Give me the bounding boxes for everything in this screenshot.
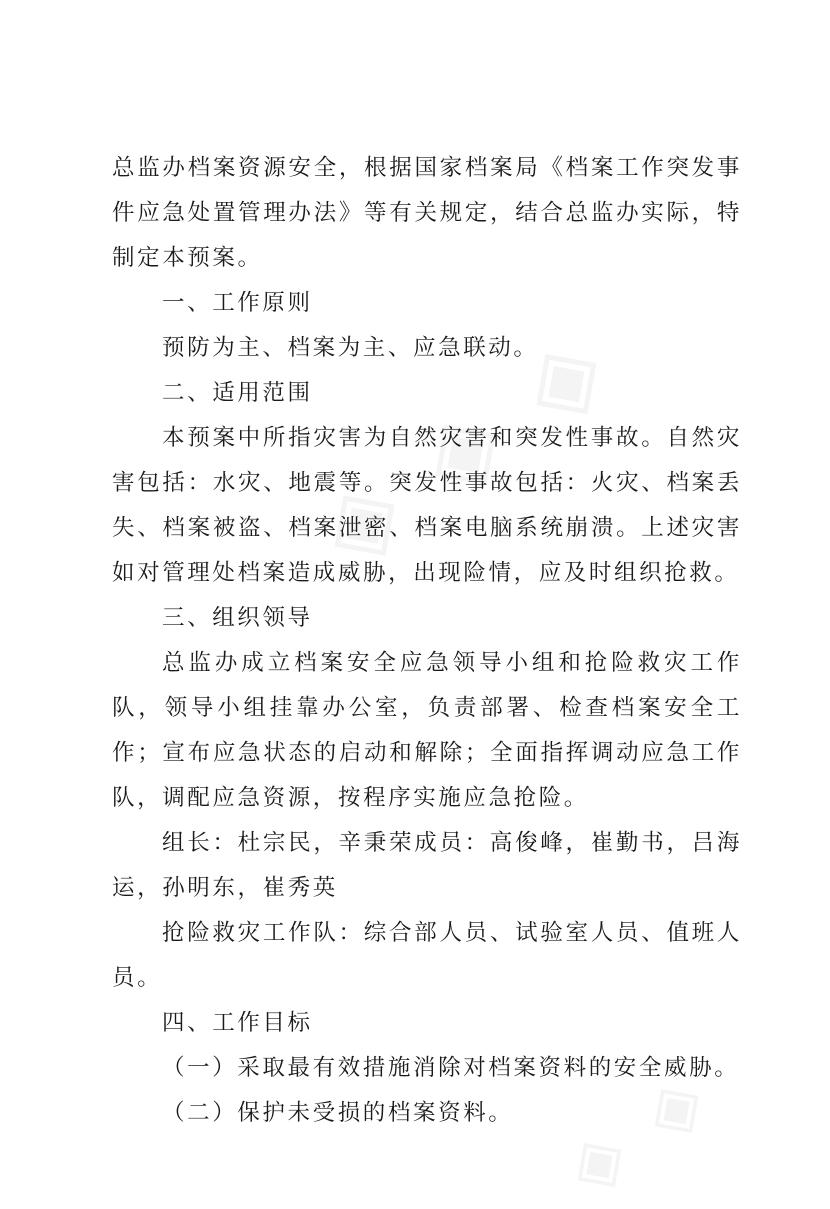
- heading-work-principles: 一、工作原则: [162, 290, 313, 316]
- paragraph-members: 组长：杜宗民，辛秉荣成员：高俊峰，崔勤书，吕海运，孙明东，崔秀英: [112, 830, 742, 901]
- document-body: [112, 146, 742, 1136]
- paragraph-goal-1: （一）采取最有效措施消除对档案资料的安全威胁。: [162, 1055, 740, 1081]
- heading-goals: 四、工作目标: [162, 1010, 313, 1036]
- heading-organization: 三、组织领导: [162, 605, 313, 631]
- heading-scope: 二、适用范围: [162, 380, 313, 406]
- paragraph-scope: 本预案中所指灾害为自然灾害和突发性事故。自然灾害包括：水灾、地震等。突发性事故包括：火灾、档案丢失、档案被盗、档案泄密、档案电脑系统崩溃。上述灾害如对管理处档案造成威胁，出现险情，应及时组织抢救。: [112, 425, 742, 586]
- paragraph-intro: 总监办档案资源安全，根据国家档案局《档案工作突发事件应急处置管理办法》等有关规定，结合总监办实际，特制定本预案。: [112, 155, 742, 271]
- paragraph-organization: 总监办成立档案安全应急领导小组和抢险救灾工作队，领导小组挂靠办公室，负责部署、检查档案安全工作；宣布应急状态的启动和解除；全面指挥调动应急工作队，调配应急资源，按程序实施应急抢险。: [112, 650, 742, 811]
- paragraph-goal-2: （二）保护未受损的档案资料。: [162, 1100, 514, 1126]
- paragraph-principles: 预防为主、档案为主、应急联动。: [162, 335, 539, 361]
- paragraph-rescue-team: 抢险救灾工作队：综合部人员、试验室人员、值班人员。: [112, 920, 742, 991]
